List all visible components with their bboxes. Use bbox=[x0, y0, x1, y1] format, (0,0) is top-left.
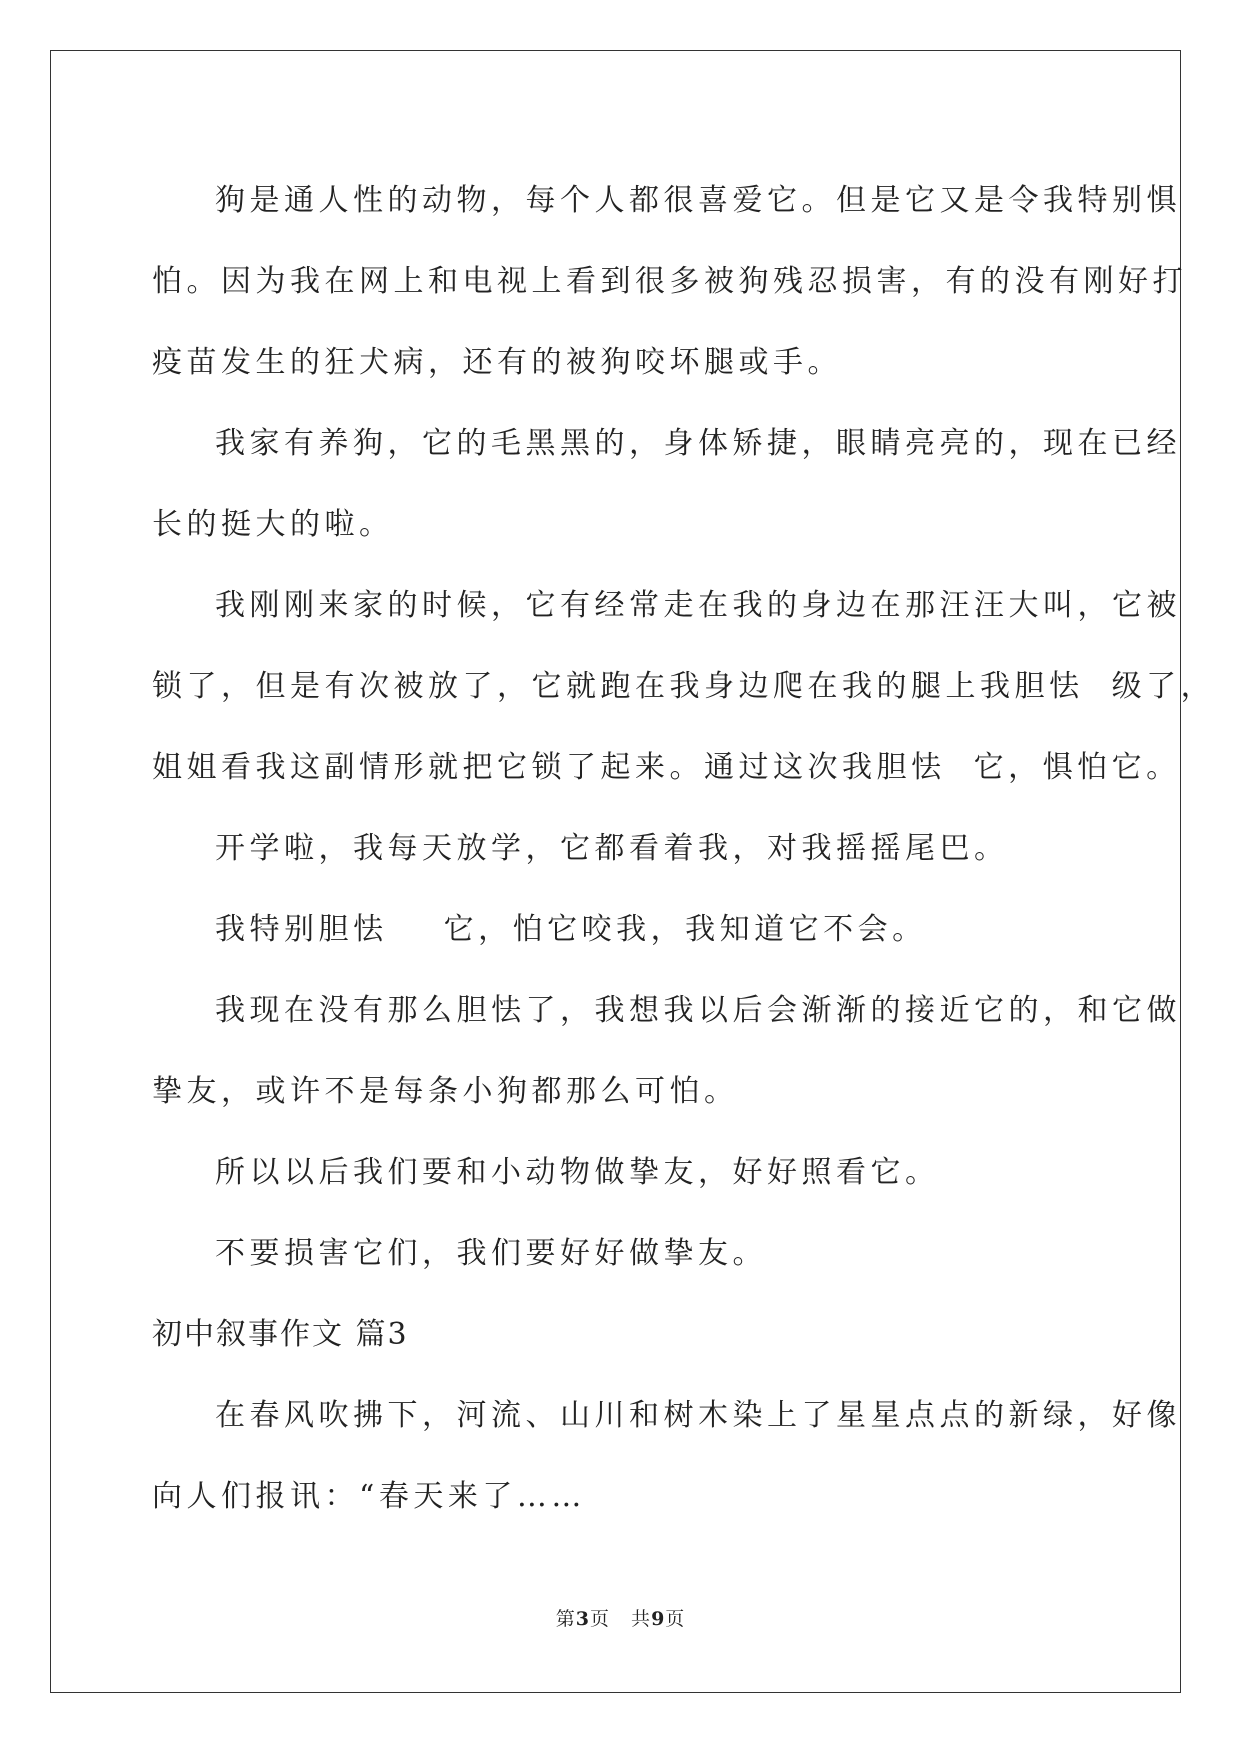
text-line: 我特别胆怯 它，怕它咬我，我知道它不会。 bbox=[215, 912, 927, 947]
text-line: 疫苗发生的狂犬病，还有的被狗咬坏腿或手。 bbox=[152, 345, 842, 380]
footer-suffix: 页 bbox=[665, 1608, 686, 1630]
text-line: 开学啦，我每天放学，它都看着我，对我摇摇尾巴。 bbox=[215, 831, 1009, 866]
footer-current-page: 3 bbox=[575, 1608, 590, 1630]
text-line: 我家有养狗，它的毛黑黑的，身体矫捷，眼睛亮亮的，现在已经 bbox=[215, 426, 1181, 461]
text-line: 不要损害它们，我们要好好做挚友。 bbox=[215, 1236, 767, 1271]
text-line: 挚友，或许不是每条小狗都那么可怕。 bbox=[152, 1074, 739, 1109]
text-line: 姐姐看我这副情形就把它锁了起来。通过这次我胆怯 它，惧怕它。 bbox=[152, 750, 1181, 785]
footer-middle: 页 共 bbox=[589, 1608, 652, 1630]
text-line: 我刚刚来家的时候，它有经常走在我的身边在那汪汪大叫，它被 bbox=[215, 588, 1181, 623]
text-line: 狗是通人性的动物，每个人都很喜爱它。但是它又是令我特别惧 bbox=[215, 183, 1181, 218]
text-line: 长的挺大的啦。 bbox=[152, 507, 394, 542]
text-line: 向人们报讯：“春天来了…… bbox=[152, 1479, 586, 1514]
text-line: 我现在没有那么胆怯了，我想我以后会渐渐的接近它的，和它做 bbox=[215, 993, 1181, 1028]
text-line: 在春风吹拂下，河流、山川和树木染上了星星点点的新绿，好像 bbox=[215, 1398, 1181, 1433]
text-line: 锁了，但是有次被放了，它就跑在我身边爬在我的腿上我胆怯 级了， bbox=[152, 669, 1216, 704]
text-line: 怕。因为我在网上和电视上看到很多被狗残忍损害，有的没有刚好打 bbox=[152, 264, 1187, 299]
footer-prefix: 第 bbox=[555, 1608, 576, 1630]
document-body bbox=[152, 160, 1216, 1537]
footer-total-pages: 9 bbox=[651, 1608, 666, 1630]
page-footer bbox=[0, 1604, 1241, 1631]
section-heading: 初中叙事作文 篇3 bbox=[152, 1317, 409, 1352]
text-line: 所以以后我们要和小动物做挚友，好好照看它。 bbox=[215, 1155, 940, 1190]
